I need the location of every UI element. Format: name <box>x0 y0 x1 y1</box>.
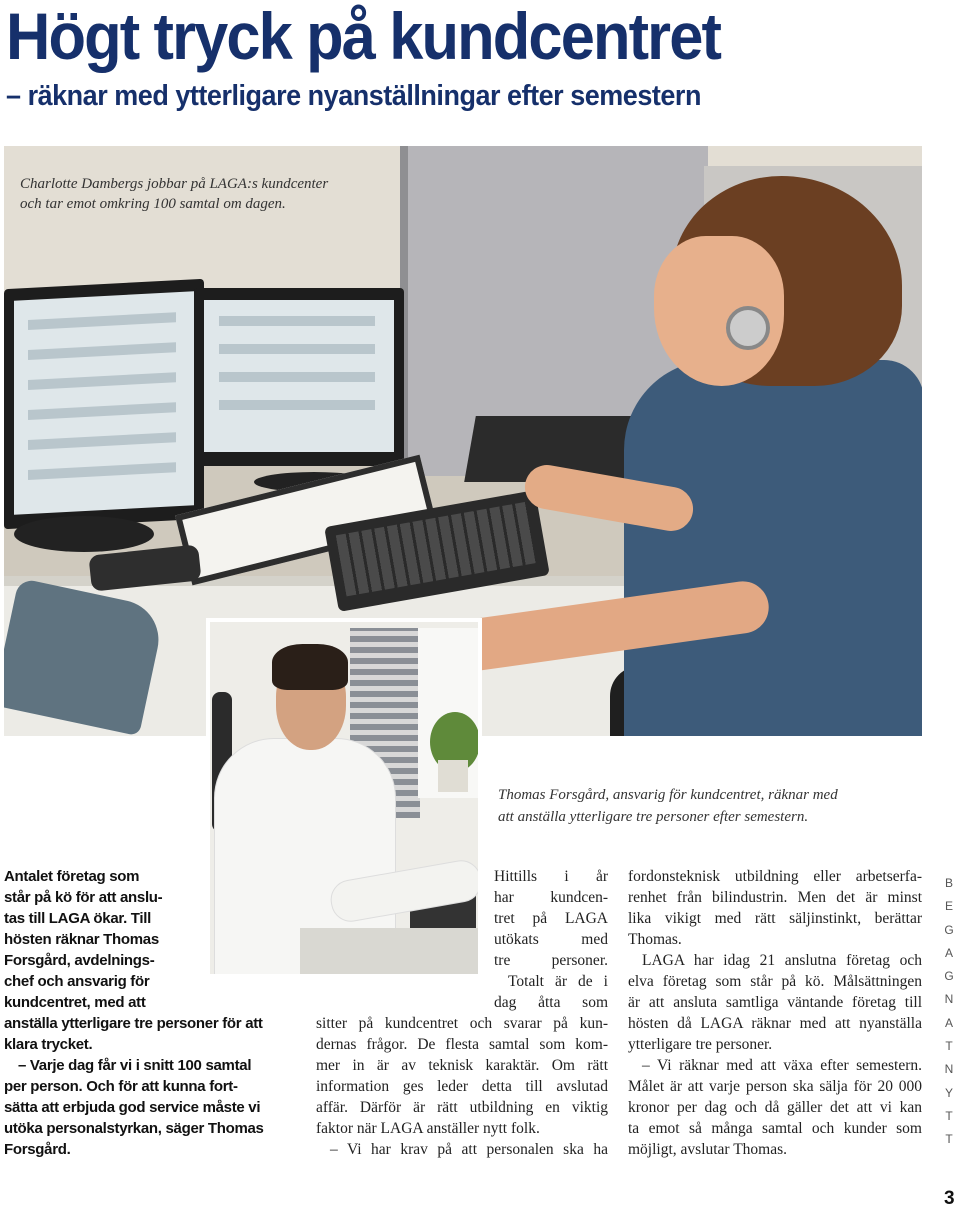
section-label-letter: G <box>944 969 954 984</box>
text-line: ta emot så många samtal och kunder som <box>628 1120 922 1137</box>
text-line: per person. Och för att kunna fort- <box>4 1078 238 1095</box>
text-line: Hittills i år <box>494 868 608 885</box>
text-line: tre personer. <box>494 952 608 969</box>
text-line: står på kö för att anslu- <box>4 889 163 906</box>
text-line: utöka personalstyrkan, säger Thomas <box>4 1120 264 1137</box>
text-line: hösten räknar Thomas <box>4 931 159 948</box>
section-label-letter: N <box>944 1062 954 1077</box>
text-line: Antalet företag som <box>4 868 140 885</box>
text-line: renhet från bilindustrin. Men det är minst <box>628 889 922 906</box>
section-label-letter: T <box>945 1108 953 1123</box>
text-line: LAGA har idag 21 anslutna företag och <box>642 952 922 969</box>
text-line: dernas frågor. De flesta samtal som kom- <box>316 1036 608 1053</box>
text-line: är att ansluta samtliga väntande företag till <box>628 994 922 1011</box>
section-label-letter: G <box>944 922 954 937</box>
text-line: faktor när LAGA anställer nytt folk. <box>316 1120 540 1137</box>
text-line: sätta att erbjuda god service måste vi <box>4 1099 261 1116</box>
text-line: utökats med <box>494 931 608 948</box>
text-line: – Vi räknar med att växa efter semestern. <box>642 1057 922 1074</box>
text-line: ytterligare tre personer. <box>628 1036 773 1053</box>
headset-icon <box>726 306 770 350</box>
text-line: Forsgård. <box>4 1141 71 1158</box>
section-label-letter: A <box>944 1015 953 1030</box>
section-label-letter: T <box>945 1132 953 1147</box>
text-line: Thomas. <box>628 931 682 948</box>
page-number: 3 <box>944 1188 955 1209</box>
text-line: tas till LAGA ökar. Till <box>4 910 152 927</box>
headline: Högt tryck på kundcentret <box>6 0 721 73</box>
text-line: elva företag som står på kö. Målsättningen <box>628 973 922 990</box>
text-line: fordonsteknisk utbildning eller arbetserfa- <box>628 868 922 885</box>
text-line: sitter på kundcentret och svarar på kun- <box>316 1015 608 1032</box>
text-line: Forsgård, avdelnings- <box>4 952 155 969</box>
main-photo-caption: Charlotte Dambergs jobbar på LAGA:s kundcenter och tar emot omkring 100 samtal om dagen. <box>20 176 329 212</box>
text-line: lika vikigt med rätt säljinstinkt, berättar <box>628 910 922 927</box>
body-column-2-top <box>494 866 608 1013</box>
text-line: dag åtta som <box>494 994 608 1011</box>
subheadline: – räknar med ytterligare nyanställningar efter semestern <box>6 80 701 112</box>
section-label-letter: B <box>944 876 953 890</box>
section-label-letter: T <box>945 1039 953 1054</box>
section-label-letter: A <box>944 945 953 960</box>
text-line: Totalt är de i <box>508 973 608 990</box>
text-line: kronor per dag och då gäller det att vi kan <box>628 1099 922 1116</box>
text-line: affär. Därför är rätt utbildning en viktig <box>316 1099 608 1116</box>
text-line: anställa ytterligare tre personer för att <box>4 1015 263 1032</box>
section-label-vertical <box>940 872 958 1152</box>
text-line: kundcentret, med att <box>4 994 146 1011</box>
text-line: klara trycket. <box>4 1036 93 1053</box>
text-line: har kundcen- <box>494 889 608 906</box>
text-line: – Vi har krav på att personalen ska ha <box>330 1141 608 1158</box>
text-line: tret på LAGA <box>494 910 608 927</box>
body-column-2-bottom <box>316 1013 608 1160</box>
text-line: hösten då LAGA räknar med att nyanställa <box>628 1015 922 1032</box>
ingress-text <box>4 866 284 1160</box>
text-line: chef och ansvarig för <box>4 973 150 990</box>
section-label-letter: N <box>944 992 954 1007</box>
body-column-3 <box>628 866 922 1160</box>
inset-photo-caption: Thomas Forsgård, ansvarig för kundcentret, räknar med att anställa ytterligare tre personer efter semestern. <box>498 787 838 825</box>
text-line: möjligt, avslutar Thomas. <box>628 1141 788 1158</box>
section-label-letter: Y <box>944 1085 953 1100</box>
text-line: – Varje dag får vi i snitt 100 samtal <box>18 1057 252 1074</box>
text-line: information ges leder detta till avslutad <box>316 1078 608 1095</box>
text-line: Målet är att varje person ska sälja för 20 000 <box>628 1078 922 1095</box>
section-label-letter: E <box>944 899 953 914</box>
text-line: mer in är av teknisk karaktär. Om rätt <box>316 1057 608 1074</box>
